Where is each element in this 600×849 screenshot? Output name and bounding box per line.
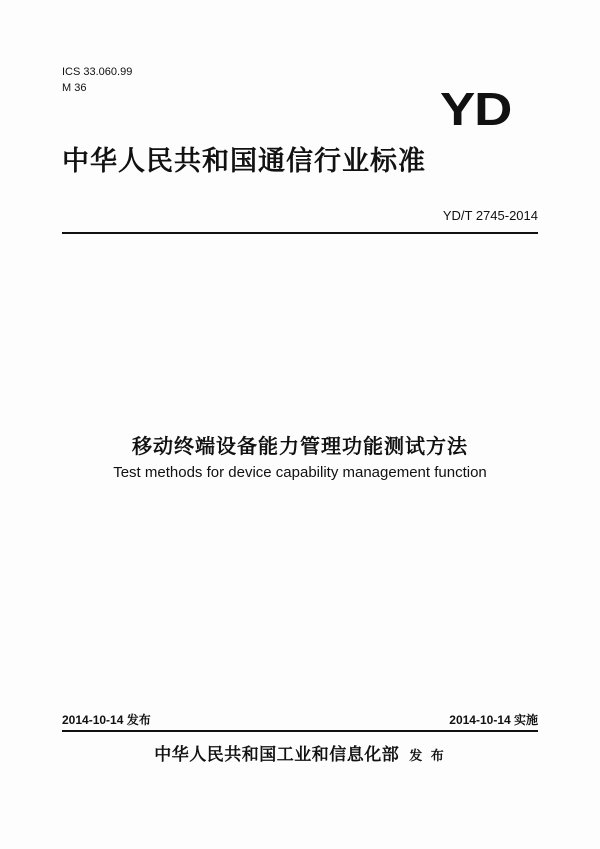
document-title-en: Test methods for device capability management function: [113, 464, 487, 481]
publisher-name: 中华人民共和国工业和信息化部: [154, 745, 400, 765]
ics-code: ICS 33.060.99: [62, 66, 133, 78]
publisher-line: [0, 740, 600, 765]
category-code: M 36: [62, 82, 87, 94]
document-title-zh: 移动终端设备能力管理功能测试方法: [132, 434, 468, 458]
top-divider: [62, 232, 538, 234]
issue-date: 2014-10-14 发布: [62, 713, 151, 727]
standard-number: YD/T 2745-2014: [442, 208, 538, 223]
implementation-date: 2014-10-14 实施: [449, 713, 538, 727]
publisher-suffix: 发 布: [409, 749, 446, 764]
bottom-divider: [62, 730, 538, 732]
yd-logo: YD: [440, 83, 512, 135]
standard-type-heading: 中华人民共和国通信行业标准: [62, 146, 426, 177]
